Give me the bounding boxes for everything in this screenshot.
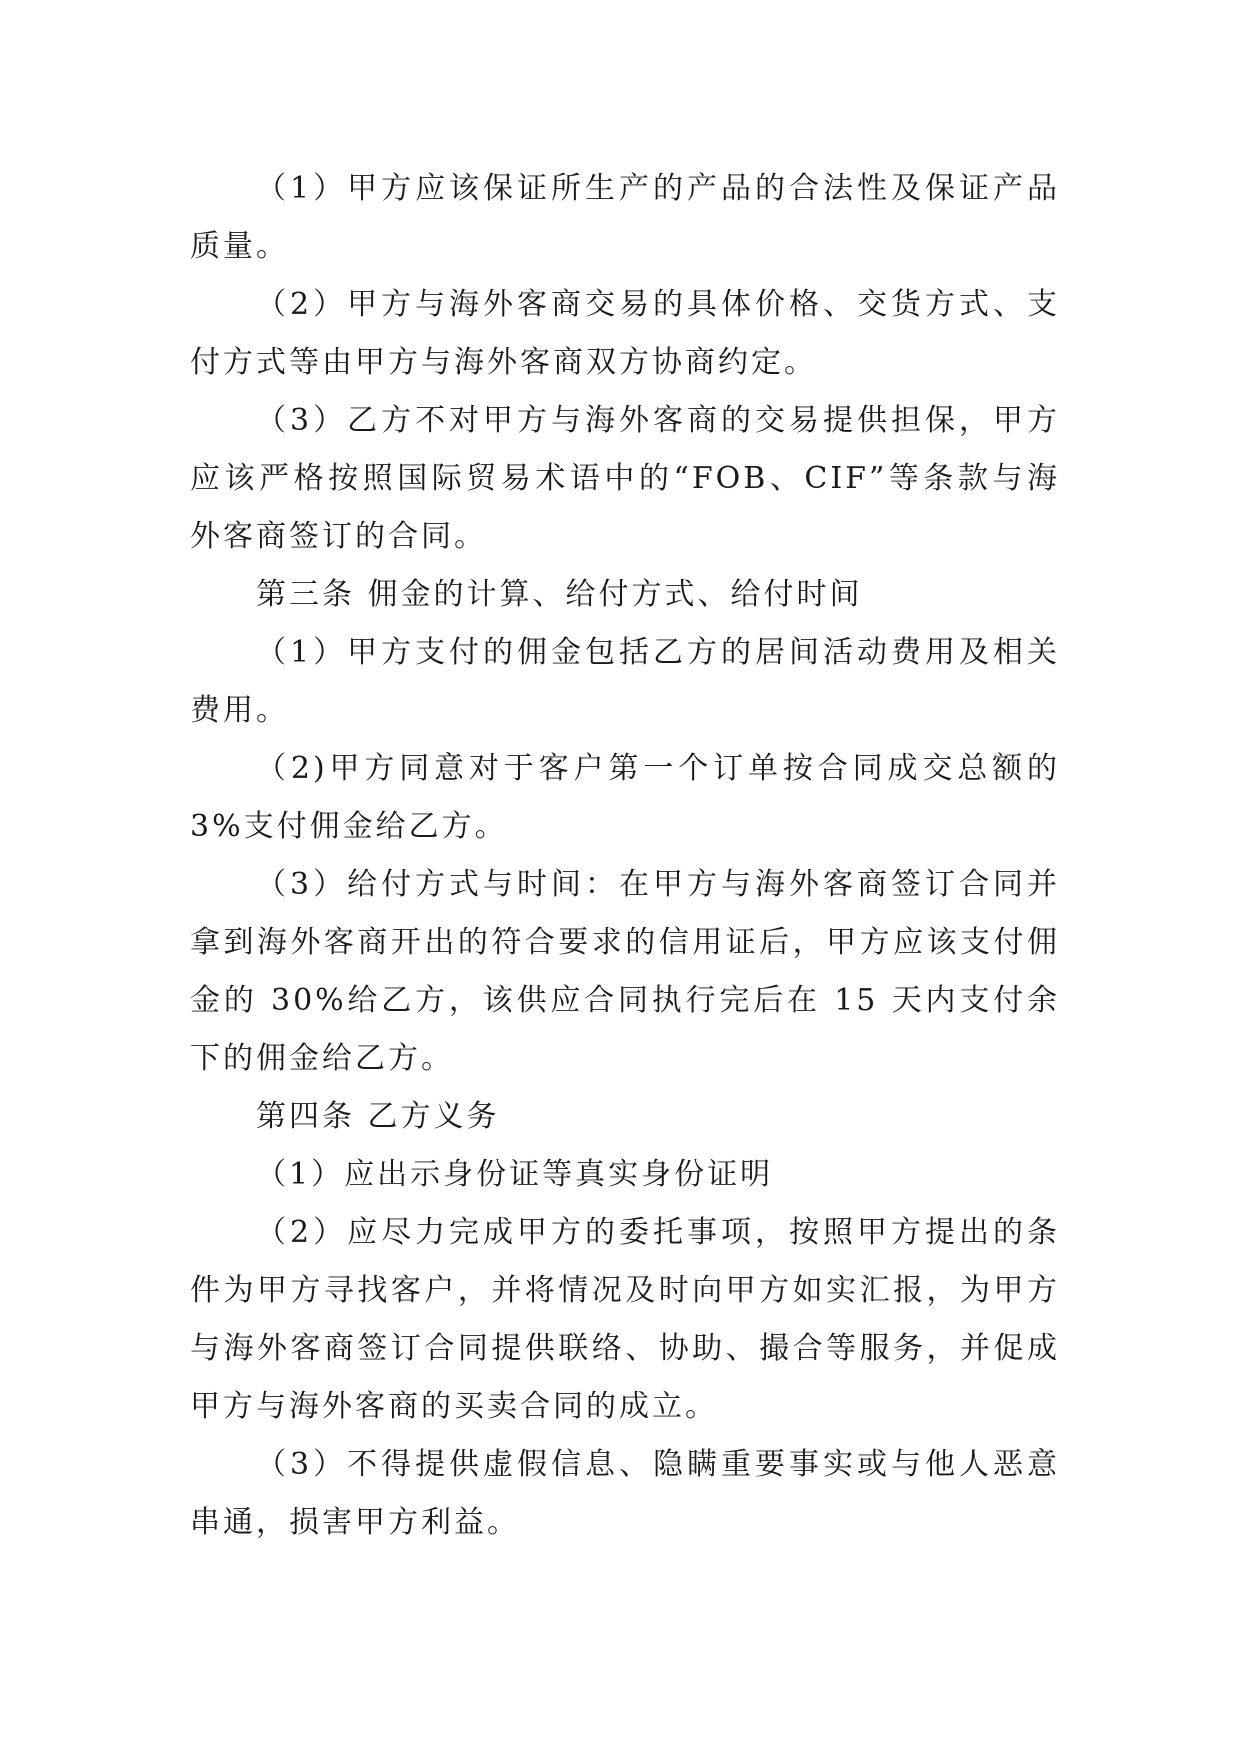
clause-3-item-1: （1）甲方支付的佣金包括乙方的居间活动费用及相关费用。 xyxy=(190,635,1060,728)
clause-4-item-3: （3）不得提供虚假信息、隐瞒重要事实或与他人恶意串通，损害甲方利益。 xyxy=(190,1447,1060,1540)
clause-3-item-3: （3）给付方式与时间：在甲方与海外客商签订合同并拿到海外客商开出的符合要求的信用证后，甲方应该支付佣金的 30%给乙方，该供应合同执行完后在 15 天内支付余下的佣金给乙方。 xyxy=(190,867,1060,1076)
clause-4-item-1: （1）应出示身份证等真实身份证明 xyxy=(256,1157,774,1192)
clause-4-heading: 第四条 乙方义务 xyxy=(256,1099,500,1134)
clause-4-item-2: （2）应尽力完成甲方的委托事项，按照甲方提出的条件为甲方寻找客户，并将情况及时向甲方如实汇报，为甲方与海外客商签订合同提供联络、协助、撮合等服务，并促成甲方与海外客商的买卖合同的成立。 xyxy=(190,1215,1060,1424)
clause-2-item-3: （3）乙方不对甲方与海外客商的交易提供担保，甲方应该严格按照国际贸易术语中的“FOB、CIF”等条款与海外客商签订的合同。 xyxy=(190,403,1060,554)
clause-3-heading: 第三条 佣金的计算、给付方式、给付时间 xyxy=(256,577,863,612)
clause-3-item-2: （2)甲方同意对于客户第一个订单按合同成交总额的3%支付佣金给乙方。 xyxy=(190,751,1060,844)
clause-2-item-2: （2）甲方与海外客商交易的具体价格、交货方式、支付方式等由甲方与海外客商双方协商约定。 xyxy=(190,287,1060,380)
clause-2-item-1: （1）甲方应该保证所生产的产品的合法性及保证产品质量。 xyxy=(190,171,1060,264)
document-body xyxy=(190,160,1060,1552)
